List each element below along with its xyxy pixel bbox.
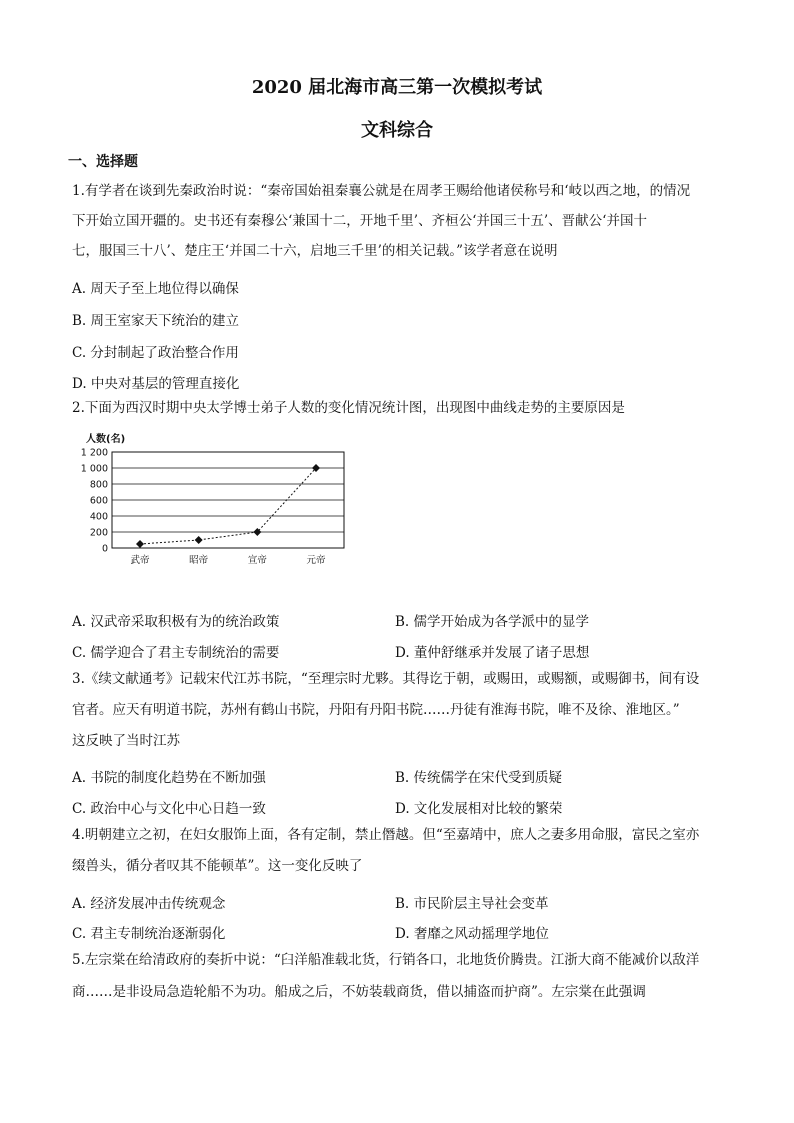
chart-y-tick-label: 400 xyxy=(89,511,108,523)
q3-option-c: C. 政治中心与文化中心日趋一致 xyxy=(72,801,266,817)
chart-x-ticks xyxy=(130,554,326,566)
exam-subtitle: 文科综合 xyxy=(361,120,433,141)
q3-stem-line-2: 官者。应天有明道书院，苏州有鹤山书院，丹阳有丹阳书院……丹徒有淮海书院，唯不及徐、淮地区。” xyxy=(72,702,680,718)
q2-option-d: D. 董仲舒继承并发展了诸子思想 xyxy=(395,645,590,661)
q5-stem-line-2: 商……是非设局急造轮船不为功。船成之后，不妨装载商货，借以捕盗而护商”。左宗棠在此强调 xyxy=(72,984,646,1000)
q3-option-a: A. 书院的制度化趋势在不断加强 xyxy=(72,770,266,786)
q1-stem-line-3: 七，服国三十八’、楚庄王‘并国二十六，启地三千里’的相关记载。”该学者意在说明 xyxy=(72,243,558,259)
chart-data-point xyxy=(136,540,144,548)
q4-option-b: B. 市民阶层主导社会变革 xyxy=(395,896,549,912)
section-heading: 一、选择题 xyxy=(68,154,138,170)
chart-grid xyxy=(112,452,344,548)
q1-option-a: A. 周天子至上地位得以确保 xyxy=(72,281,239,297)
q3-stem-line-3: 这反映了当时江苏 xyxy=(72,733,180,749)
q4-option-d: D. 奢靡之风动摇理学地位 xyxy=(395,926,549,942)
q2-option-b: B. 儒学开始成为各学派中的显学 xyxy=(395,614,590,630)
chart-x-tick-label: 昭帝 xyxy=(189,555,209,566)
chart-y-tick-label: 0 xyxy=(101,543,108,555)
chart-x-tick-label: 宣帝 xyxy=(247,555,267,566)
q4-option-a: A. 经济发展冲击传统观念 xyxy=(72,896,226,912)
chart-x-tick-label: 武帝 xyxy=(130,555,150,566)
q1-stem-line-1: 1.有学者在谈到先秦政治时说：“秦帝国始祖秦襄公就是在周孝王赐给他诸侯称号和‘岐以西之地，的情况 xyxy=(72,183,691,199)
q2-option-c: C. 儒学迎合了君主专制统治的需要 xyxy=(72,645,280,661)
enrollment-chart xyxy=(70,428,360,573)
q5-stem-line-1: 5.左宗棠在给清政府的奏折中说：“臼洋船准载北货，行销各口，北地货价腾贵。江浙大商不能减价以敌洋 xyxy=(72,952,700,968)
chart-y-tick-label: 800 xyxy=(89,479,108,491)
q3-option-d: D. 文化发展相对比较的繁荣 xyxy=(395,801,563,817)
q1-option-d: D. 中央对基层的管理直接化 xyxy=(72,376,240,392)
chart-y-label: 人数(名) xyxy=(86,434,126,445)
chart-x-tick-label: 元帝 xyxy=(306,555,326,566)
q4-stem-line-2: 缀兽头，循分者叹其不能顿革”。这一变化反映了 xyxy=(72,858,363,874)
q2-option-a: A. 汉武帝采取积极有为的统治政策 xyxy=(72,614,280,630)
q4-stem-line-1: 4.明朝建立之初，在妇女服饰上面，各有定制，禁止僭越。但“至嘉靖中，庶人之妻多用命服，富民之室亦 xyxy=(72,827,700,843)
q1-stem-line-2: 下开始立国开疆的。史书还有秦穆公‘兼国十二，开地千里’、齐桓公‘并国三十五’、晋献公‘并国十 xyxy=(72,213,647,229)
q3-stem-line-1: 3.《续文献通考》记载宋代江苏书院，“至理宗时尤夥。其得讫于朝，或赐田，或赐额，或赐御书，间有设 xyxy=(72,671,700,687)
q2-stem: 2.下面为西汉时期中央太学博士弟子人数的变化情况统计图，出现图中曲线走势的主要原因是 xyxy=(72,400,625,416)
q4-option-c: C. 君主专制统治逐渐弱化 xyxy=(72,926,226,942)
chart-y-tick-label: 1 200 xyxy=(80,447,108,459)
chart-y-tick-label: 200 xyxy=(89,527,108,539)
exam-title: 2020 届北海市高三第一次模拟考试 xyxy=(251,77,543,98)
chart-y-tick-label: 1 000 xyxy=(80,463,108,475)
chart-series-line xyxy=(140,468,316,544)
chart-y-ticks xyxy=(81,448,108,555)
q1-option-c: C. 分封制起了政治整合作用 xyxy=(72,345,239,361)
chart-series xyxy=(136,464,320,548)
q3-option-b: B. 传统儒学在宋代受到质疑 xyxy=(395,770,563,786)
chart-data-point xyxy=(195,536,203,544)
q1-option-b: B. 周王室家天下统治的建立 xyxy=(72,313,240,329)
chart-y-tick-label: 600 xyxy=(89,495,108,507)
